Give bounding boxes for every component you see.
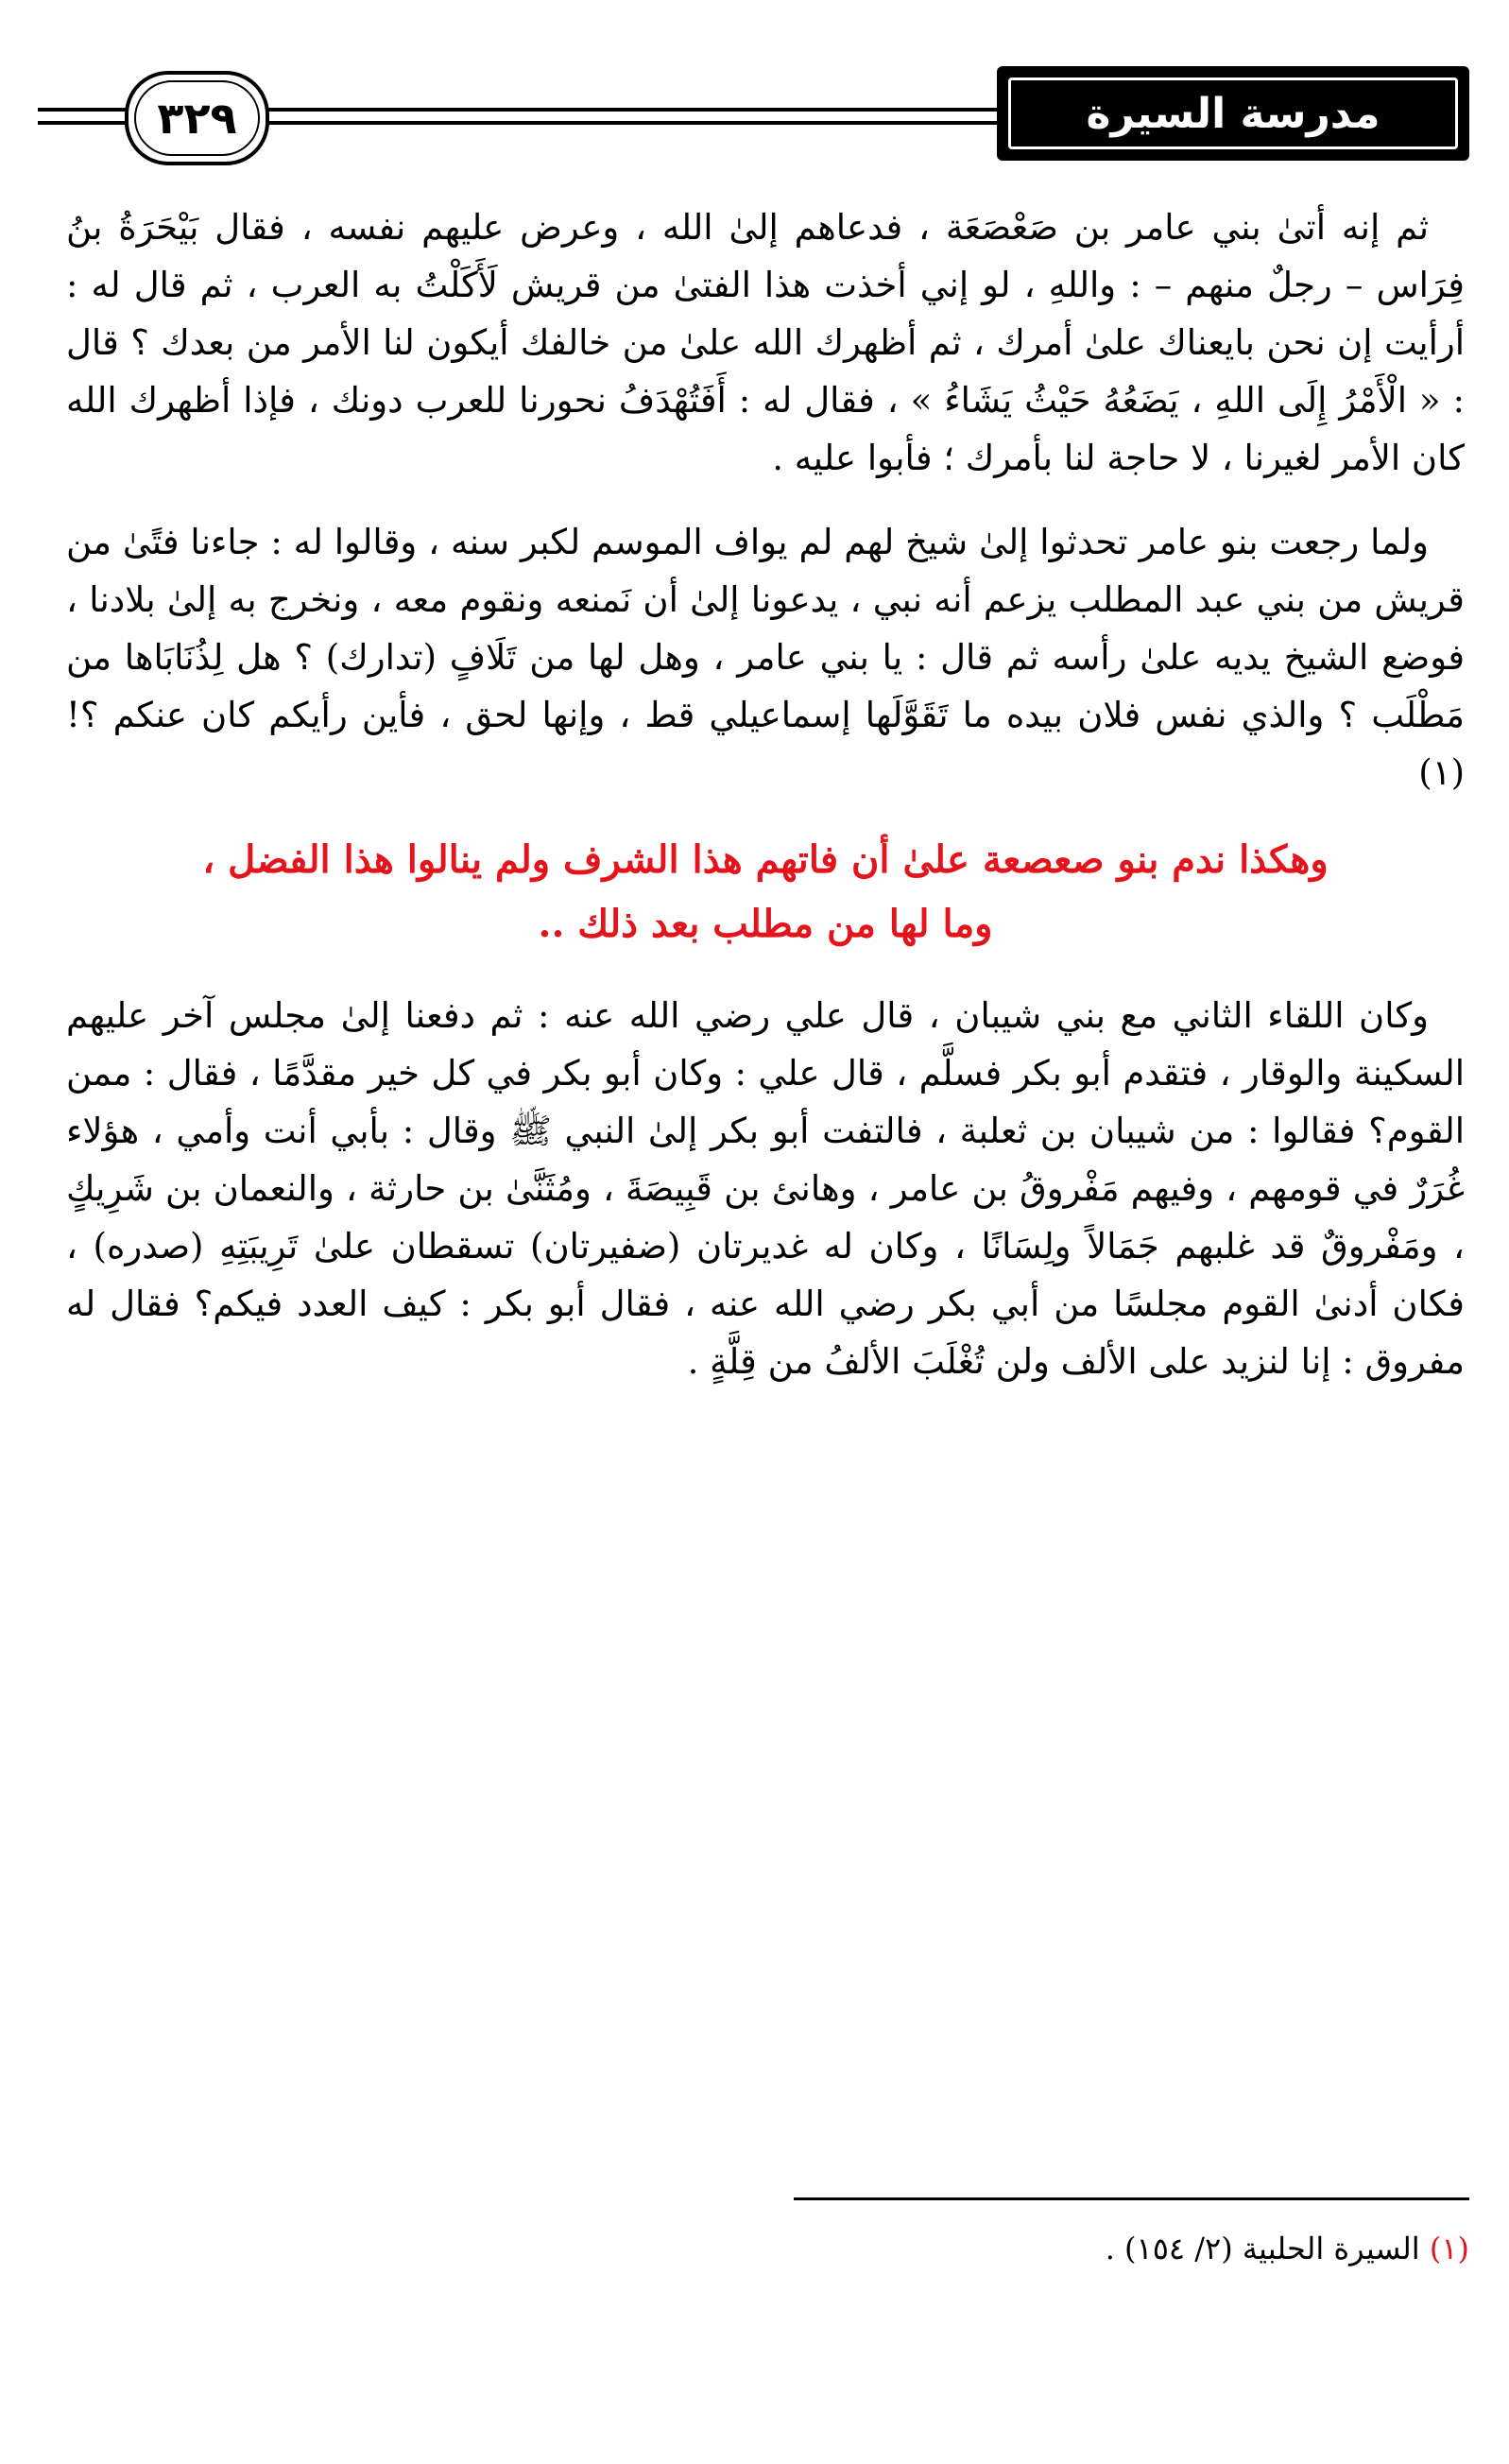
footnote [794,2231,1469,2266]
page-header [38,66,1469,170]
paragraph-2 [66,513,1465,801]
highlighted-summary [66,828,1465,956]
footnote-divider [794,2197,1469,2200]
highlight-line-1: وهكذا ندم بنو صعصعة علىٰ أن فاتهم هذا الشرف ولم ينالوا هذا الفضل ، [202,837,1329,882]
book-title-banner [997,66,1469,161]
footnote-text: السيرة الحلبية (٢/ ١٥٤) . [1105,2231,1420,2266]
page-number: ٣٢٩ [125,71,269,165]
header-rule [38,121,128,125]
page-content [66,198,1465,1417]
highlight-line-2: وما لها من مطلب بعد ذلك .. [538,902,993,946]
paragraph-3-text: وكان اللقاء الثاني مع بني شيبان ، قال علي رضي الله عنه : ثم دفعنا إلىٰ مجلس آخر عليهم السكينة والوقار ، فتقدم أبو بكر فسلَّم ، قال علي : وكان أبو بكر في كل خير مقدَّمًا ، فقال : ممن القوم؟ فقالوا : من شيبان بن ثعلبة ، فالتفت أبو بكر إلىٰ النبي ﷺ وقال : بأبي أنت وأمي ، هؤلاء غُرَرٌ في قومهم ، وفيهم مَفْروقُ بن عامر ، وهانئ بن قَبِيصَةَ ، ومُثَنَّىٰ بن حارثة ، والنعمان بن شَرِيكٍ ، ومَفْروقٌ قد غلبهم جَمَالاً ولِسَانًا ، وكان له غديرتان (ضفيرتان) تسقطان علىٰ تَرِيبَتِهِ (صدره) ، فكان أدنىٰ القوم مجلسًا من أبي بكر رضي الله عنه ، فقال أبو بكر : كيف العدد فيكم؟ فقال له مفروق : إنا لنزيد على الألف ولن تُغْلَبَ الألفُ من قِلَّةٍ . [66,995,1465,1382]
footnote-number: (١) [1429,2231,1469,2266]
paragraph-2-text: ولما رجعت بنو عامر تحدثوا إلىٰ شيخ لهم لم يواف الموسم لكبر سنه ، وقالوا له : جاءنا فتًىٰ من قريش من بني عبد المطلب يزعم أنه نبي ، يدعونا إلىٰ أن نَمنعه ونقوم معه ، ونخرج به إلىٰ بلادنا ، فوضع الشيخ يديه علىٰ رأسه ثم قال : يا بني عامر ، وهل لها من تَلَافٍ (تدارك) ؟ هل لِذُنَابَاها من مَطْلَب ؟ والذي نفس فلان بيده ما تَقَوَّلَها إسماعيلي قط ، وإنها لحق ، فأين رأيكم كان عنكم ؟! (١) [66,522,1465,793]
header-rule [38,108,128,112]
book-title: مدرسة السيرة [1008,78,1458,149]
paragraph-3 [66,987,1465,1390]
header-rule [260,121,1002,125]
paragraph-1-text: ثم إنه أتىٰ بني عامر بن صَعْصَعَة ، فدعاهم إلىٰ الله ، وعرض عليهم نفسه ، فقال بَيْحَرَةُ بنُ فِرَاس – رجلٌ منهم – : واللهِ ، لو إني أخذت هذا الفتىٰ من قريش لَأَكَلْتُ به العرب ، ثم قال له : أرأيت إن نحن بايعناك علىٰ أمرك ، ثم أظهرك الله علىٰ من خالفك أيكون لنا الأمر من بعدك ؟ قال : « الْأَمْرُ إِلَى اللهِ ، يَضَعُهُ حَيْثُ يَشَاءُ » ، فقال له : أَفَتُهْدَفُ نحورنا للعرب دونك ، فإذا أظهرك الله كان الأمر لغيرنا ، لا حاجة لنا بأمرك ؛ فأبوا عليه . [66,207,1465,478]
header-rule [260,108,1002,112]
paragraph-1 [66,198,1465,487]
